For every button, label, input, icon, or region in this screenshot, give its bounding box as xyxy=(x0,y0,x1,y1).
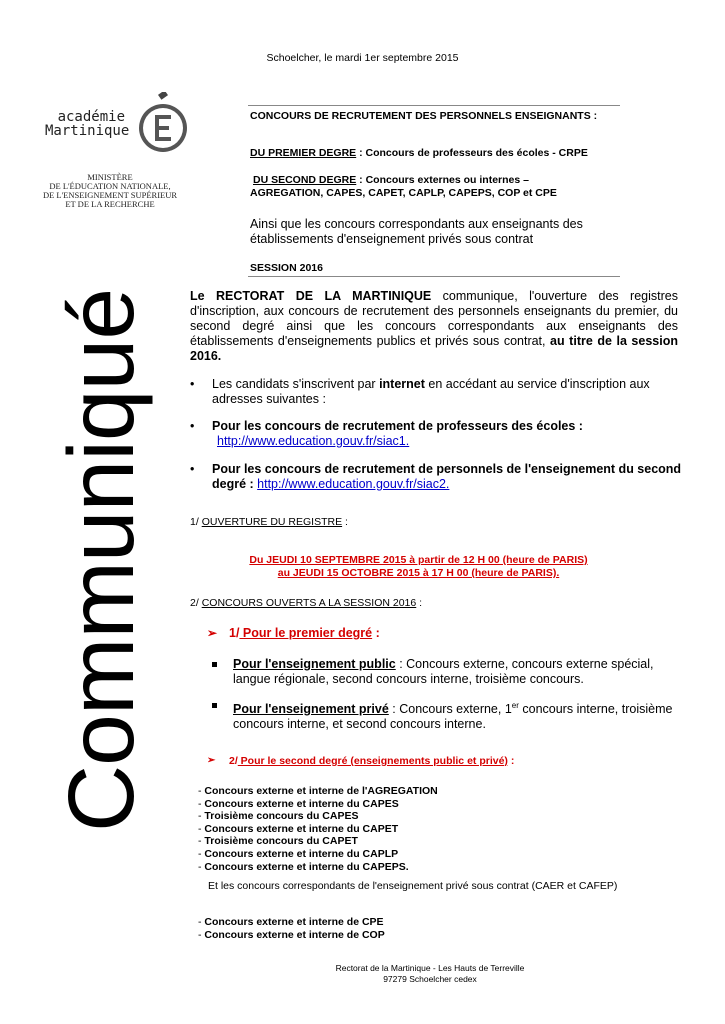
bullet-dot-icon: • xyxy=(190,377,195,391)
section2-num: 2/ xyxy=(190,597,202,609)
square-bullet-icon xyxy=(212,703,217,708)
list-item-text: Troisième concours du CAPET xyxy=(204,835,358,848)
bullet-dot-icon: • xyxy=(190,419,195,433)
second-degre-list: AGREGATION, CAPES, CAPET, CAPLP, CAPEPS, COP et CPE xyxy=(250,187,557,199)
footer-line1: Rectorat de la Martinique - Les Hauts de Terreville xyxy=(335,963,525,973)
session-label: SESSION 2016 xyxy=(250,262,323,274)
ministere-line: DE L'ENSEIGNEMENT SUPÉRIEUR xyxy=(42,190,178,200)
list-item-text: Troisième concours du CAPES xyxy=(204,810,359,823)
premier-num: 1/ xyxy=(229,626,240,640)
date-line: Schoelcher, le mardi 1er septembre 2015 xyxy=(266,52,459,64)
prive-rest1: : Concours externe, 1 xyxy=(388,702,512,717)
list-item: - Concours externe et interne du CAPET xyxy=(198,822,399,835)
second-degre-label: DU SECOND DEGRE xyxy=(253,174,357,186)
registre-open-date: Du JEUDI 10 SEPTEMBRE 2015 à partir de 12 H 00 (heure de PARIS) xyxy=(249,554,588,566)
bullet-second-bold2: degré : xyxy=(212,477,258,491)
bullet-second-bold1: Pour les concours de recrutement de personnels de l'enseignement du second xyxy=(212,462,682,476)
public-rest: : Concours externe, concours externe spécial, xyxy=(395,657,654,671)
bullet-internet-line2: adresses suivantes : xyxy=(212,392,326,406)
second-degre-rest: : Concours externes ou internes – xyxy=(356,174,529,186)
footer xyxy=(0,963,725,984)
divider-bottom xyxy=(248,276,620,277)
bullet-premier-bold: Pour les concours de recrutement de professeurs des écoles : xyxy=(212,419,583,433)
list-item: - Concours externe et interne de COP xyxy=(198,928,385,941)
bullet-internet-post: en accédant au service d'inscription aux xyxy=(424,377,650,391)
list-item: - Concours externe et interne de l'AGREGATION xyxy=(198,785,438,797)
intro-paragraph xyxy=(190,289,678,364)
prive-rest2: concours interne, troisième xyxy=(518,702,673,717)
second-tail: : xyxy=(507,755,515,767)
prive-note-line1: Ainsi que les concours correspondants aux enseignants des xyxy=(250,217,583,231)
communique-side-title: Communiqué xyxy=(49,288,153,832)
ministere-line: DE L'ÉDUCATION NATIONALE, xyxy=(49,181,171,191)
siac1-link[interactable]: http://www.education.gouv.fr/siac1. xyxy=(217,434,410,448)
prive-line2: concours interne, et second concours interne. xyxy=(233,717,486,732)
footer-line2: 97279 Schoelcher cedex xyxy=(383,973,477,984)
section2-label: CONCOURS OUVERTS A LA SESSION 2016 xyxy=(201,597,417,609)
prive-label: Pour l'enseignement privé xyxy=(233,702,389,717)
divider-top xyxy=(248,105,620,106)
ministere-line: MINISTÈRE xyxy=(87,172,133,182)
second-degre-list xyxy=(198,785,438,873)
ministere-line: ET DE LA RECHERCHE xyxy=(65,199,155,209)
bullet-internet xyxy=(190,377,682,407)
section1-tail: : xyxy=(342,516,348,528)
intro-lead-rest: communique, l'ouverture des registres d'inscription, aux concours de recrutement des personnels enseignants du premier, du second degré ainsi que les concours correspondants aux enseignants des établissements d'enseignements publics et privés sous contrat, xyxy=(190,289,678,348)
list-item-text: Concours externe et interne du CAPET xyxy=(204,822,399,835)
prive-note-line2: établissements d'enseignement privés sous contrat xyxy=(250,232,534,246)
registre-close-date: au JEUDI 15 OCTOBRE 2015 à 17 H 00 (heure de PARIS). xyxy=(277,567,560,579)
second-degre-subheading xyxy=(207,755,514,767)
list-item: - Concours externe et interne du CAPEPS. xyxy=(198,860,409,873)
list-item-text: Concours externe et interne de COP xyxy=(204,928,385,941)
list-item: - Troisième concours du CAPES xyxy=(198,810,359,823)
siac2-link[interactable]: http://www.education.gouv.fr/siac2. xyxy=(257,477,450,491)
prive-sous-contrat-note: Et les concours correspondants de l'enseignement privé sous contrat (CAER et CAFEP) xyxy=(208,880,618,892)
bullet-premier xyxy=(190,419,682,449)
premier-tail: : xyxy=(372,626,380,640)
bullet-internet-bold: internet xyxy=(379,377,425,391)
second-degre-line xyxy=(253,174,623,186)
list-item-text: Concours externe et interne du CAPLP xyxy=(204,847,399,860)
second-label: Pour le second degré (enseignements public et privé) xyxy=(237,755,508,767)
list-item: - Concours externe et interne de CPE xyxy=(198,916,384,928)
logo-line-academie: académie xyxy=(57,109,125,125)
list-item-text: Concours externe et interne du CAPEPS. xyxy=(204,860,409,873)
heading-title: CONCOURS DE RECRUTEMENT DES PERSONNELS ENSEIGNANTS : xyxy=(250,110,598,122)
list-item-text: Concours externe et interne de CPE xyxy=(204,916,384,928)
square-bullet-icon xyxy=(212,662,217,667)
section2-tail: : xyxy=(416,597,423,609)
list-item: - Troisième concours du CAPET xyxy=(198,835,358,848)
intro-lead-bold: Le RECTORAT DE LA MARTINIQUE xyxy=(190,289,432,303)
public-item xyxy=(233,657,683,687)
section1-num: 1/ xyxy=(190,516,202,528)
prive-sup: er xyxy=(511,701,519,710)
premier-degre-rest: : Concours de professeurs des écoles - CRPE xyxy=(356,147,588,159)
prive-item xyxy=(233,698,683,732)
premier-label: Pour le premier degré xyxy=(239,626,373,640)
section1-heading xyxy=(190,516,348,528)
second-num: 2/ xyxy=(229,755,238,767)
list-item: - Concours externe et interne du CAPLP xyxy=(198,847,399,860)
bullet-dot-icon: • xyxy=(190,462,195,476)
logo-line-martinique: Martinique xyxy=(45,123,130,139)
cpe-cop-list xyxy=(198,916,385,941)
premier-degre-label: DU PREMIER DEGRE xyxy=(250,147,357,159)
list-item-text: Concours externe et interne de l'AGREGATION xyxy=(204,785,438,797)
premier-degre-subheading xyxy=(207,626,380,640)
section2-heading xyxy=(190,597,422,609)
bullet-internet-pre: Les candidats s'inscrivent par xyxy=(212,377,380,391)
arrow-bullet-icon: ➢ xyxy=(207,755,216,766)
public-label: Pour l'enseignement public xyxy=(233,657,396,671)
premier-degre-line xyxy=(250,147,620,159)
section1-label: OUVERTURE DU REGISTRE xyxy=(201,516,343,528)
academie-e-emblem-icon xyxy=(133,92,191,154)
intro-session-bold: au titre de la session 2016. xyxy=(190,334,678,363)
bullet-second xyxy=(190,462,682,492)
ministere-text xyxy=(35,173,185,209)
list-item-text: Concours externe et interne du CAPES xyxy=(204,797,399,810)
list-item: - Concours externe et interne du CAPES xyxy=(198,797,399,810)
public-line2: langue régionale, second concours interne, troisième concours. xyxy=(233,672,584,686)
arrow-bullet-icon: ➢ xyxy=(207,626,218,640)
